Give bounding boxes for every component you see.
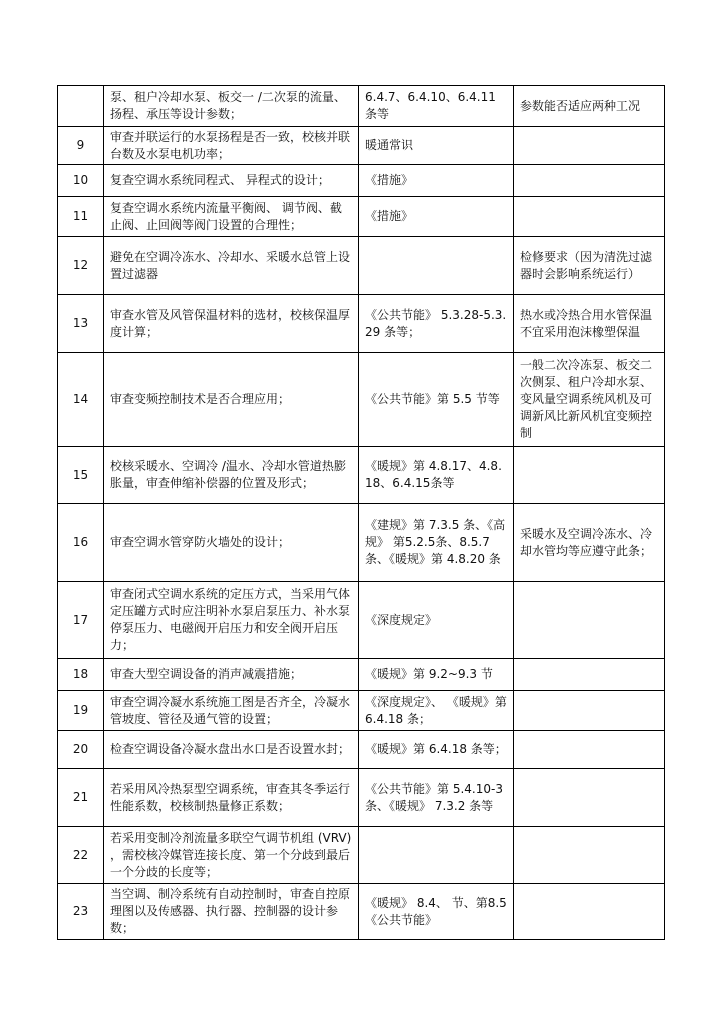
- row-number: 14: [58, 353, 104, 447]
- basis: 《公共节能》第 5.4.10-3 条、《暖规》 7.3.2 条等: [359, 769, 514, 827]
- review-table: [57, 85, 665, 940]
- table-row: [58, 504, 665, 582]
- basis: 《公共节能》 5.3.28-5.3.29 条等；: [359, 295, 514, 353]
- note: 采暖水及空调冷冻水、冷却水管均等应遵守此条；: [514, 504, 665, 582]
- review-item: 避免在空调冷冻水、冷却水、采暖水总管上设置过滤器: [104, 237, 359, 295]
- note: [514, 827, 665, 884]
- table-row: [58, 447, 665, 504]
- table-row: [58, 731, 665, 769]
- note: [514, 691, 665, 731]
- row-number: 10: [58, 165, 104, 197]
- review-item: 审查并联运行的水泵扬程是否一致，校核并联台数及水泵电机功率；: [104, 127, 359, 165]
- row-number: [58, 86, 104, 127]
- basis: 《公共节能》第 5.5 节等: [359, 353, 514, 447]
- row-number: 9: [58, 127, 104, 165]
- basis: 《暖规》第 9.2~9.3 节: [359, 659, 514, 691]
- basis: 《暖规》第 4.8.17、4.8.18、6.4.15条等: [359, 447, 514, 504]
- note: [514, 165, 665, 197]
- row-number: 12: [58, 237, 104, 295]
- row-number: 23: [58, 884, 104, 940]
- review-item: 复查空调水系统内流量平衡阀、 调节阀、截止阀、止回阀等阀门设置的合理性；: [104, 197, 359, 237]
- note: [514, 582, 665, 659]
- note: [514, 447, 665, 504]
- row-number: 11: [58, 197, 104, 237]
- basis: 《建规》第 7.3.5 条、《高规》 第5.2.5条、8.5.7 条、《暖规》第 4.8.20 条: [359, 504, 514, 582]
- note: 参数能否适应两种工况: [514, 86, 665, 127]
- review-item: 复查空调水系统同程式、 异程式的设计；: [104, 165, 359, 197]
- note: 检修要求（因为清洗过滤器时会影响系统运行）: [514, 237, 665, 295]
- table-row: [58, 295, 665, 353]
- note: [514, 197, 665, 237]
- table-row: [58, 827, 665, 884]
- note: 热水或冷热合用水管保温不宜采用泡沫橡塑保温: [514, 295, 665, 353]
- row-number: 18: [58, 659, 104, 691]
- review-item: 审查水管及风管保温材料的选材，校核保温厚度计算；: [104, 295, 359, 353]
- note: [514, 127, 665, 165]
- row-number: 20: [58, 731, 104, 769]
- note: 一般二次冷冻泵、板交二次侧泵、租户冷却水泵、变风量空调系统风机及可调新风比新风机宜变频控制: [514, 353, 665, 447]
- basis: [359, 827, 514, 884]
- review-item: 审查闭式空调水系统的定压方式，当采用气体定压罐方式时应注明补水泵启泵压力、补水泵停泵压力、电磁阀开启压力和安全阀开启压力；: [104, 582, 359, 659]
- table-row: [58, 769, 665, 827]
- review-item: 当空调、制冷系统有自动控制时，审查自控原理图以及传感器、执行器、控制器的设计参数；: [104, 884, 359, 940]
- table-row: [58, 353, 665, 447]
- row-number: 15: [58, 447, 104, 504]
- table-row: [58, 165, 665, 197]
- basis: 6.4.7、6.4.10、6.4.11 条等: [359, 86, 514, 127]
- basis: [359, 237, 514, 295]
- table-row: [58, 691, 665, 731]
- row-number: 22: [58, 827, 104, 884]
- row-number: 13: [58, 295, 104, 353]
- note: [514, 769, 665, 827]
- basis: 暖通常识: [359, 127, 514, 165]
- basis: 《暖规》 8.4、 节、第8.5《公共节能》: [359, 884, 514, 940]
- row-number: 16: [58, 504, 104, 582]
- table-row: [58, 884, 665, 940]
- review-item: 泵、租户冷却水泵、板交一 /二次泵的流量、扬程、承压等设计参数；: [104, 86, 359, 127]
- basis: 《暖规》第 6.4.18 条等；: [359, 731, 514, 769]
- table-row: [58, 86, 665, 127]
- review-item: 审查变频控制技术是否合理应用；: [104, 353, 359, 447]
- table-row: [58, 197, 665, 237]
- review-item: 校核采暖水、空调冷 /温水、冷却水管道热膨胀量，审查伸缩补偿器的位置及形式；: [104, 447, 359, 504]
- review-item: 若采用变制冷剂流量多联空气调节机组 (VRV) ，需校核冷媒管连接长度、第一个分歧到最后一个分歧的长度等；: [104, 827, 359, 884]
- row-number: 19: [58, 691, 104, 731]
- basis: 《措施》: [359, 197, 514, 237]
- review-item: 若采用风冷热泵型空调系统，审查其冬季运行性能系数，校核制热量修正系数；: [104, 769, 359, 827]
- review-item: 检查空调设备冷凝水盘出水口是否设置水封；: [104, 731, 359, 769]
- row-number: 21: [58, 769, 104, 827]
- row-number: 17: [58, 582, 104, 659]
- review-item: 审查空调冷凝水系统施工图是否齐全，冷凝水管坡度、管径及通气管的设置；: [104, 691, 359, 731]
- basis: 《深度规定》: [359, 582, 514, 659]
- note: [514, 731, 665, 769]
- basis: 《措施》: [359, 165, 514, 197]
- table-row: [58, 659, 665, 691]
- basis: 《深度规定》、 《暖规》第 6.4.18 条；: [359, 691, 514, 731]
- review-item: 审查空调水管穿防火墙处的设计；: [104, 504, 359, 582]
- table-row: [58, 127, 665, 165]
- table-row: [58, 237, 665, 295]
- review-item: 审查大型空调设备的消声减震措施；: [104, 659, 359, 691]
- note: [514, 884, 665, 940]
- table-row: [58, 582, 665, 659]
- note: [514, 659, 665, 691]
